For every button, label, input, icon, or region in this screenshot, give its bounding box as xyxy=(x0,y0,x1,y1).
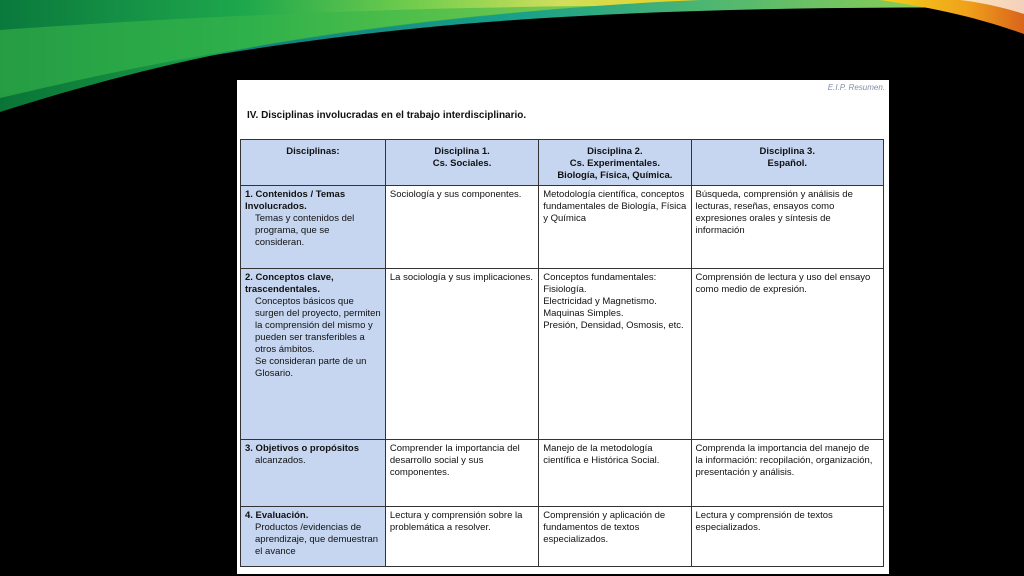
table-cell: Comprensión de lectura y uso del ensayo como medio de expresión. xyxy=(691,269,884,440)
table-row xyxy=(241,269,884,440)
row-description: alcanzados. xyxy=(255,455,306,466)
row-header xyxy=(241,507,386,567)
table-cell: Manejo de la metodología científica e Histórica Social. xyxy=(539,440,691,507)
table-row xyxy=(241,186,884,269)
table-cell: Búsqueda, comprensión y análisis de lecturas, reseñas, ensayos como expresiones orales y síntesis de información xyxy=(691,186,884,269)
table-cell: Sociología y sus componentes. xyxy=(385,186,538,269)
table-cell: Lectura y comprensión sobre la problemática a resolver. xyxy=(385,507,538,567)
table-row xyxy=(241,440,884,507)
disciplines-table xyxy=(240,139,884,567)
row-title: 4. Evaluación. xyxy=(245,510,309,521)
header-label: Disciplina 3. Español. xyxy=(759,146,815,169)
header-label: Disciplina 2. Cs. Experimentales. Biología, Física, Química. xyxy=(557,146,673,181)
document-heading: IV. Disciplinas involucradas en el trabajo interdisciplinario. xyxy=(247,110,527,121)
document-reference: E.I.P. Resumen. xyxy=(827,83,885,92)
table-cell: Lectura y comprensión de textos especializados. xyxy=(691,507,884,567)
header-label: Disciplinas: xyxy=(286,146,340,157)
row-title: 3. Objetivos o propósitos xyxy=(245,443,360,454)
header-disciplina-1 xyxy=(385,140,538,186)
row-header xyxy=(241,186,386,269)
row-description: Conceptos básicos que surgen del proyecto, permiten la comprensión del mismo y pueden ser transferibles a otros ámbitos. Se consideran parte de un Glosario. xyxy=(255,296,381,379)
row-header xyxy=(241,440,386,507)
table-cell: Conceptos fundamentales: Fisiología. Electricidad y Magnetismo. Maquinas Simples. Presión, Densidad, Osmosis, etc. xyxy=(539,269,691,440)
row-description: Productos /evidencias de aprendizaje, que demuestran el avance xyxy=(255,522,379,557)
table-cell: Comprender la importancia del desarrollo social y sus componentes. xyxy=(385,440,538,507)
row-header xyxy=(241,269,386,440)
table-cell: La sociología y sus implicaciones. xyxy=(385,269,538,440)
table-row xyxy=(241,507,884,567)
header-disciplina-3 xyxy=(691,140,884,186)
document-image xyxy=(237,80,889,574)
header-label: Disciplina 1. Cs. Sociales. xyxy=(432,146,492,169)
row-title: 1. Contenidos / Temas Involucrados. xyxy=(245,189,346,212)
header-disciplina-2 xyxy=(539,140,691,186)
row-title: 2. Conceptos clave, trascendentales. xyxy=(245,272,334,295)
header-disciplinas xyxy=(241,140,386,186)
table-cell: Comprenda la importancia del manejo de la información: recopilación, organización, presentación y análisis. xyxy=(691,440,884,507)
table-cell: Comprensión y aplicación de fundamentos de textos especializados. xyxy=(539,507,691,567)
table-cell: Metodología científica, conceptos fundamentales de Biología, Física y Química xyxy=(539,186,691,269)
row-description: Temas y contenidos del programa, que se consideran. xyxy=(255,213,355,248)
